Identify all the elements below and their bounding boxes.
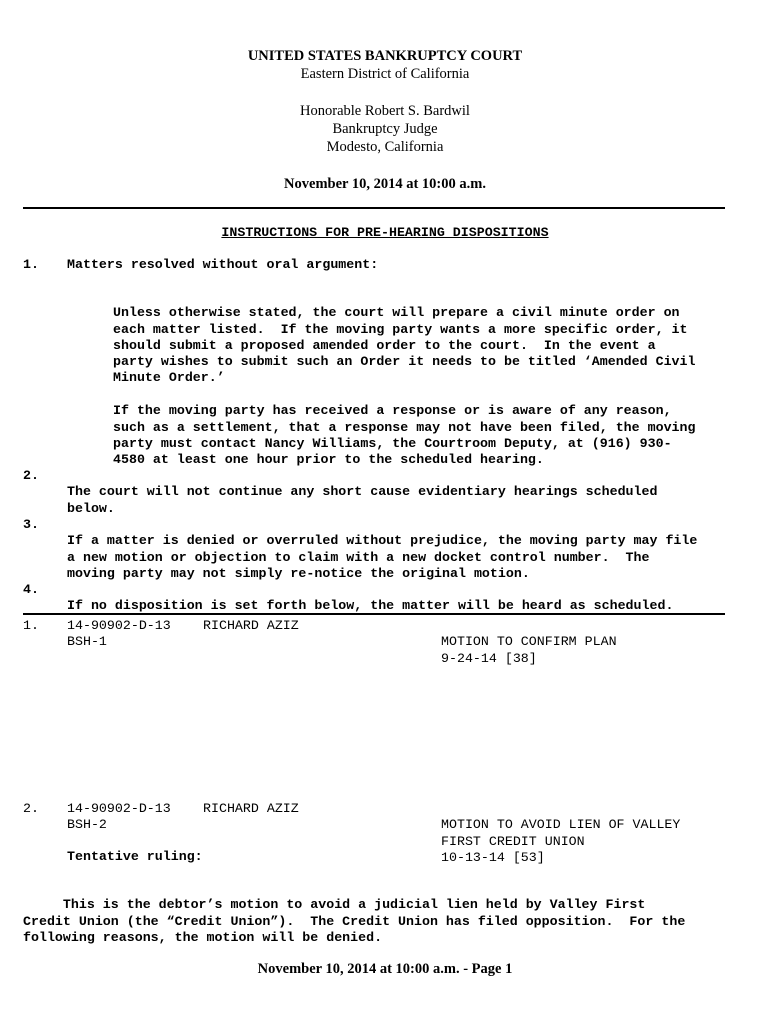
judge-name: Honorable Robert S. Bardwil (300, 103, 470, 119)
matter-case-number: 14-90902-D-13 (67, 618, 171, 633)
instructions-title: INSTRUCTIONS FOR PRE-HEARING DISPOSITIONS (221, 225, 549, 240)
district-name: Eastern District of California (300, 66, 470, 82)
judge-title: Bankruptcy Judge (332, 121, 438, 137)
instruction-text: If a matter is denied or overruled without prejudice, the moving party may file a new motion or objection to claim with a new docket control number. The moving party may not simply re-notice the original motion. (67, 533, 698, 581)
matter-dcn: BSH-1 (67, 634, 107, 649)
tentative-ruling-text: This is the debtor’s motion to avoid a judicial lien held by Valley First Credit Union (the “Credit Union”). The Credit Union has filed opposition. For the following reasons, the motion will be denied. (23, 897, 686, 945)
matter-debtor: RICHARD AZIZ (203, 801, 299, 816)
instruction-number: 3. (23, 517, 39, 532)
instruction-text: If no disposition is set forth below, the matter will be heard as scheduled. (67, 598, 674, 614)
matter-number: 1. (23, 618, 39, 633)
instruction-number: 2. (23, 468, 39, 483)
hearing-date: November 10, 2014 at 10:00 a.m. (284, 176, 486, 192)
instruction-paragraph: If the moving party has received a response or is aware of any reason, such as a settlement, that a response may not have been filed, the moving party must contact Nancy Williams, the Courtroom Deputy, at (916) 930- 4580 at least one hour prior to the scheduled hearing. (113, 403, 696, 468)
matter-number: 2. (23, 801, 39, 816)
instruction-text: Matters resolved without oral argument: (67, 257, 379, 272)
tentative-ruling-label: Tentative ruling: (67, 849, 203, 864)
matter-motion: MOTION TO CONFIRM PLAN 9-24-14 [38] (441, 634, 617, 666)
court-location: Modesto, California (326, 139, 444, 155)
court-name: UNITED STATES BANKRUPTCY COURT (247, 48, 523, 64)
matter-case-number: 14-90902-D-13 (67, 801, 171, 816)
instruction-paragraph: Unless otherwise stated, the court will prepare a civil minute order on each matter listed. If the moving party wants a more specific order, it should submit a proposed amended order to the court. In the event a party wishes to submit such an Order it needs to be titled ‘Amended Civil Minute Order.’ (113, 305, 696, 386)
matter-motion: MOTION TO AVOID LIEN OF VALLEY FIRST CREDIT UNION 10-13-14 [53] (441, 817, 681, 865)
matter-dcn: BSH-2 (67, 817, 107, 832)
instruction-text: The court will not continue any short cause evidentiary hearings scheduled below. (67, 484, 658, 516)
matters-divider (23, 613, 725, 615)
instruction-number: 1. (23, 257, 39, 272)
instruction-number: 4. (23, 582, 39, 597)
page-footer: November 10, 2014 at 10:00 a.m. - Page 1 (257, 961, 513, 977)
header-divider (23, 207, 725, 209)
matter-debtor: RICHARD AZIZ (203, 618, 299, 633)
